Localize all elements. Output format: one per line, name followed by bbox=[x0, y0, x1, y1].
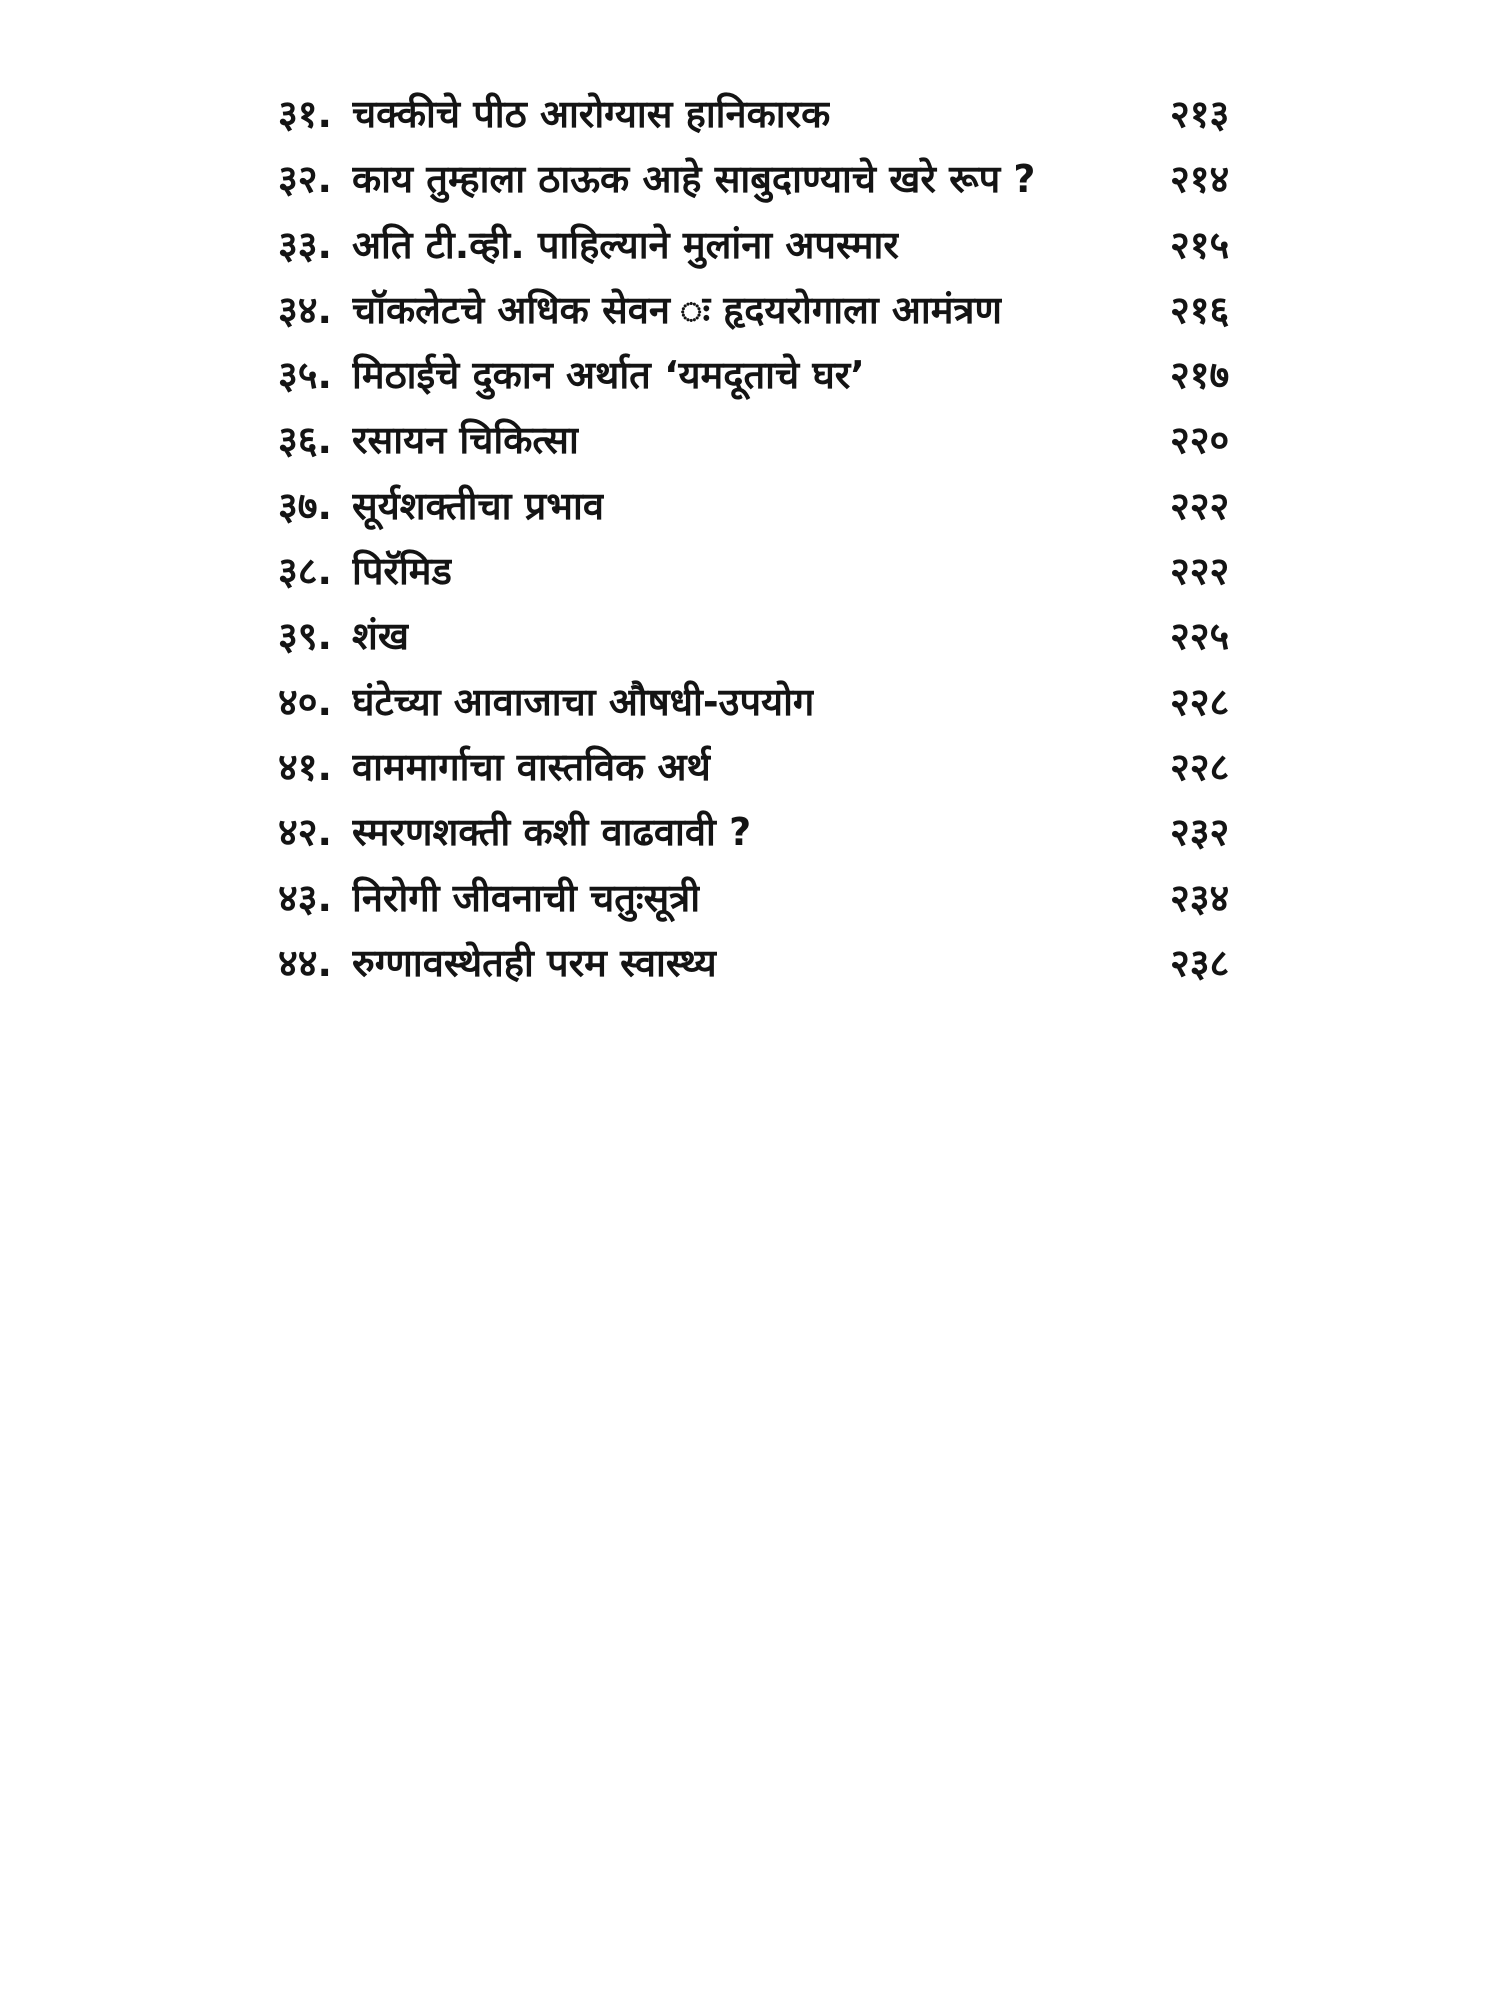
entry-number: ३६. bbox=[278, 418, 332, 463]
entry-page-number: २२५ bbox=[1170, 614, 1230, 659]
entry-text bbox=[278, 213, 1148, 278]
table-of-contents bbox=[278, 82, 1268, 996]
entry-number: ४३. bbox=[278, 875, 332, 920]
entry-title: निरोगी जीवनाची चतुःसूत्री bbox=[352, 875, 701, 920]
toc-entry bbox=[278, 474, 1268, 539]
entry-title: वाममार्गाचा वास्तविक अर्थ bbox=[352, 744, 711, 789]
entry-title: रसायन चिकित्सा bbox=[352, 418, 579, 463]
entry-text bbox=[278, 604, 1148, 669]
entry-page-number: २३८ bbox=[1170, 940, 1230, 985]
entry-title: मिठाईचे दुकान अर्थात ‘यमदूताचे घर’ bbox=[352, 353, 865, 398]
toc-entry bbox=[278, 278, 1268, 343]
entry-page-number: २२८ bbox=[1170, 679, 1230, 724]
toc-entry bbox=[278, 343, 1268, 408]
entry-page-number: २१५ bbox=[1170, 222, 1230, 267]
entry-text bbox=[278, 474, 1148, 539]
entry-title: शंख bbox=[352, 614, 409, 659]
entry-page-number: २३२ bbox=[1170, 810, 1230, 855]
entry-text bbox=[278, 735, 1148, 800]
entry-page-number: २१६ bbox=[1170, 287, 1230, 332]
entry-number: ४२. bbox=[278, 810, 332, 855]
entry-title: पिरॅमिड bbox=[352, 549, 452, 594]
entry-text bbox=[278, 82, 1148, 147]
toc-entry bbox=[278, 735, 1268, 800]
entry-title: चक्कीचे पीठ आरोग्यास हानिकारक bbox=[352, 92, 831, 136]
entry-number: ३१. bbox=[278, 92, 332, 136]
entry-number: ४१. bbox=[278, 744, 332, 789]
entry-page-number: २१४ bbox=[1170, 157, 1230, 202]
toc-entry bbox=[278, 670, 1268, 735]
toc-entry bbox=[278, 604, 1268, 669]
entry-number: ३४. bbox=[278, 287, 332, 332]
entry-title: सूर्यशक्तीचा प्रभाव bbox=[352, 483, 604, 528]
entry-number: ३९. bbox=[278, 614, 332, 659]
entry-title: काय तुम्हाला ठाऊक आहे साबुदाण्याचे खरे रूप ? bbox=[352, 157, 1036, 202]
entry-text bbox=[278, 343, 1148, 408]
entry-number: ३३. bbox=[278, 222, 332, 267]
entry-number: ३२. bbox=[278, 157, 332, 202]
entry-title: घंटेच्या आवाजाचा औषधी-उपयोग bbox=[352, 679, 815, 724]
toc-entry bbox=[278, 213, 1268, 278]
entry-number: ३५. bbox=[278, 353, 332, 398]
entry-page-number: २२२ bbox=[1170, 483, 1230, 528]
entry-number: ३८. bbox=[278, 549, 332, 594]
entry-text bbox=[278, 800, 1148, 865]
toc-entry bbox=[278, 147, 1268, 212]
entry-title: रुग्णावस्थेतही परम स्वास्थ्य bbox=[352, 940, 717, 985]
entry-number: ४०. bbox=[278, 679, 332, 724]
entry-title: चॉकलेटचे अधिक सेवन ः हृदयरोगाला आमंत्रण bbox=[352, 287, 1002, 332]
toc-entry bbox=[278, 539, 1268, 604]
entry-number: ३७. bbox=[278, 483, 332, 528]
toc-entry bbox=[278, 800, 1268, 865]
entry-title: अति टी.व्ही. पाहिल्याने मुलांना अपस्मार bbox=[352, 222, 899, 267]
entry-text bbox=[278, 931, 1148, 996]
entry-title: स्मरणशक्ती कशी वाढवावी ? bbox=[352, 810, 752, 855]
entry-text bbox=[278, 866, 1148, 931]
toc-entry bbox=[278, 82, 1268, 147]
entry-text bbox=[278, 147, 1148, 212]
entry-page-number: २२२ bbox=[1170, 549, 1230, 594]
entry-page-number: २३४ bbox=[1170, 875, 1230, 920]
entry-page-number: २१७ bbox=[1170, 353, 1230, 398]
toc-entry bbox=[278, 866, 1268, 931]
toc-entry bbox=[278, 931, 1268, 996]
entry-text bbox=[278, 670, 1148, 735]
entry-page-number: २२८ bbox=[1170, 744, 1230, 789]
entry-text bbox=[278, 539, 1148, 604]
entry-page-number: २१३ bbox=[1170, 92, 1230, 136]
toc-entry bbox=[278, 408, 1268, 473]
entry-page-number: २२० bbox=[1170, 418, 1230, 463]
entry-text bbox=[278, 408, 1148, 473]
entry-number: ४४. bbox=[278, 940, 332, 985]
entry-text bbox=[278, 278, 1148, 343]
